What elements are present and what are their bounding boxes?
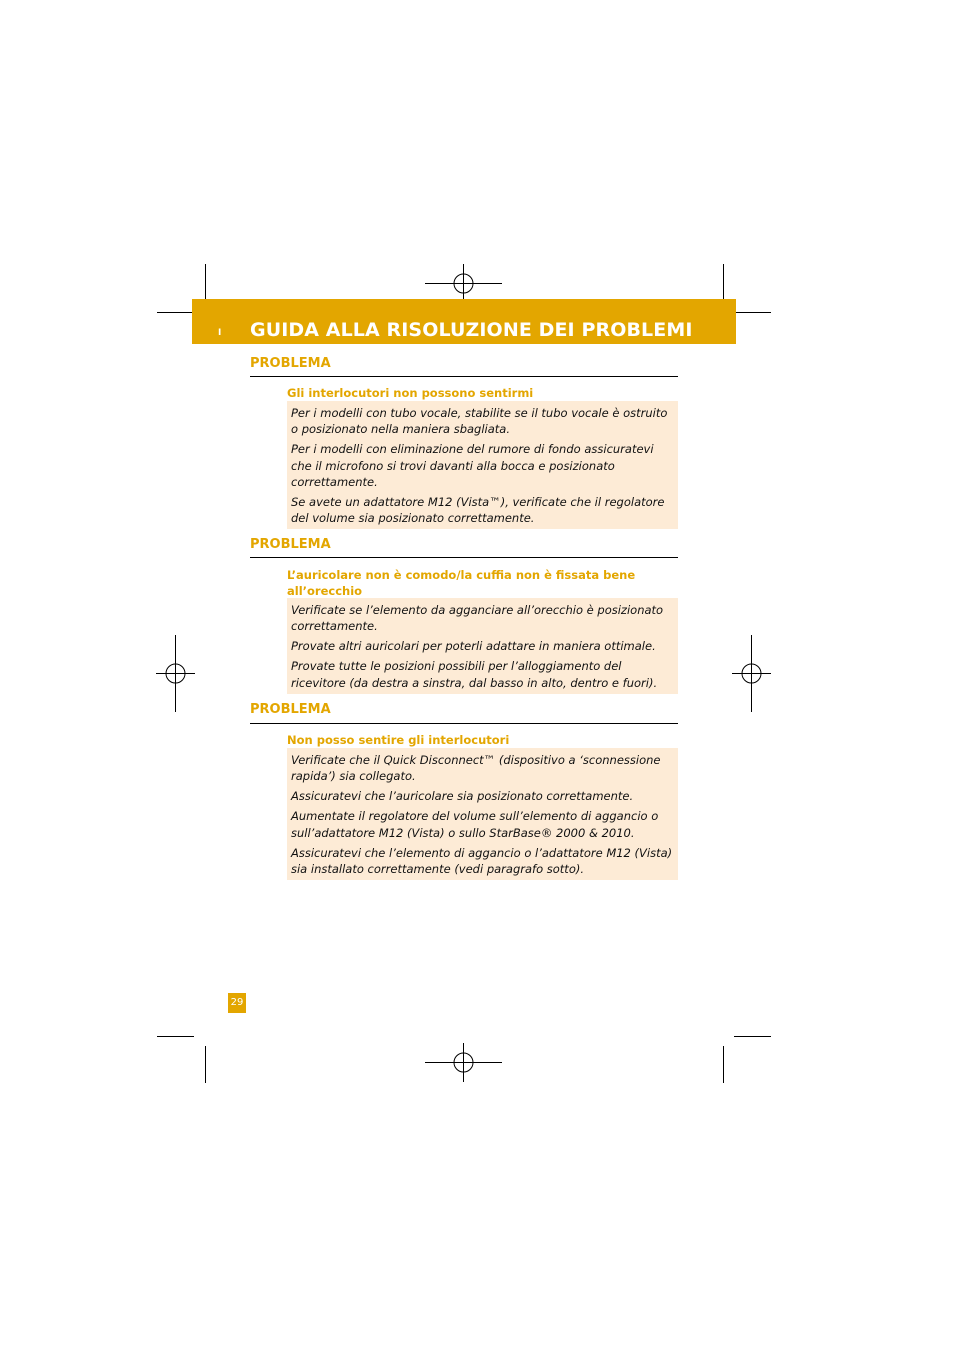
section-rule-1	[250, 376, 678, 377]
section-rule-2	[250, 557, 678, 558]
crop-mark-top-right-horizontal	[734, 312, 771, 313]
page-number: 29	[228, 993, 246, 1013]
crop-mark-bottom-right-vertical	[723, 1046, 724, 1083]
solution-text: Aumentate il regolatore del volume sull’elemento di aggancio o sull’adattatore M12 (Vista) o sullo StarBase® 2000 & 2010.	[291, 809, 659, 840]
page-title: GUIDA ALLA RISOLUZIONE DEI PROBLEMI	[250, 319, 693, 341]
registration-mark-bottom	[425, 1024, 502, 1101]
crop-mark-bottom-left-horizontal	[157, 1036, 194, 1037]
solution-box-1	[287, 401, 678, 529]
solution-box-2	[287, 598, 678, 694]
solution-text: Assicuratevi che l’elemento di aggancio o l’adattatore M12 (Vista) sia installato correttamente (vedi paragrafo sotto).	[291, 845, 673, 877]
solution-text: Se avete un adattatore M12 (Vista™), verificate che il regolatore del volume sia posizionato correttamente.	[291, 495, 665, 526]
registration-mark-right	[713, 635, 790, 712]
crop-mark-top-left-vertical	[205, 264, 206, 301]
registration-mark-left	[137, 635, 214, 712]
crop-mark-bottom-right-horizontal	[734, 1036, 771, 1037]
problem-label-3: PROBLEMA	[250, 702, 331, 717]
problem-heading-3: Non posso sentire gli interlocutori	[287, 733, 510, 747]
crop-mark-top-right-vertical	[723, 264, 724, 301]
solution-text: Verificate che il Quick Disconnect™ (dispositivo a ‘sconnessione rapida’) sia collegato.	[291, 753, 661, 784]
crop-mark-top-left-horizontal	[157, 312, 194, 313]
problem-label-1: PROBLEMA	[250, 356, 331, 371]
section-rule-3	[250, 723, 678, 724]
solution-box-3	[287, 748, 678, 880]
solution-text: Provate tutte le posizioni possibili per l’alloggiamento del ricevitore (da destra a sinstra, dal basso in alto, dentro e fuori).	[291, 659, 658, 690]
problem-heading-1: Gli interlocutori non possono sentirmi	[287, 386, 534, 400]
solution-text: Per i modelli con tubo vocale, stabilite se il tubo vocale è ostruito o posizionato nella maniera sbagliata.	[291, 406, 668, 437]
solution-text: Assicuratevi che l’auricolare sia posizionato correttamente.	[291, 789, 634, 804]
language-code: I	[218, 328, 222, 338]
solution-text: Provate altri auricolari per poterli adattare in maniera ottimale.	[291, 639, 656, 654]
problem-label-2: PROBLEMA	[250, 537, 331, 552]
problem-heading-2: L’auricolare non è comodo/la cuffia non è fissata bene all’orecchio	[287, 568, 636, 598]
solution-text: Per i modelli con eliminazione del rumore di fondo assicuratevi che il microfono si trovi davanti alla bocca e posizionato correttamente.	[291, 442, 654, 489]
crop-mark-bottom-left-vertical	[205, 1046, 206, 1083]
solution-text: Verificate se l’elemento da agganciare all’orecchio è posizionato correttamente.	[291, 603, 664, 634]
